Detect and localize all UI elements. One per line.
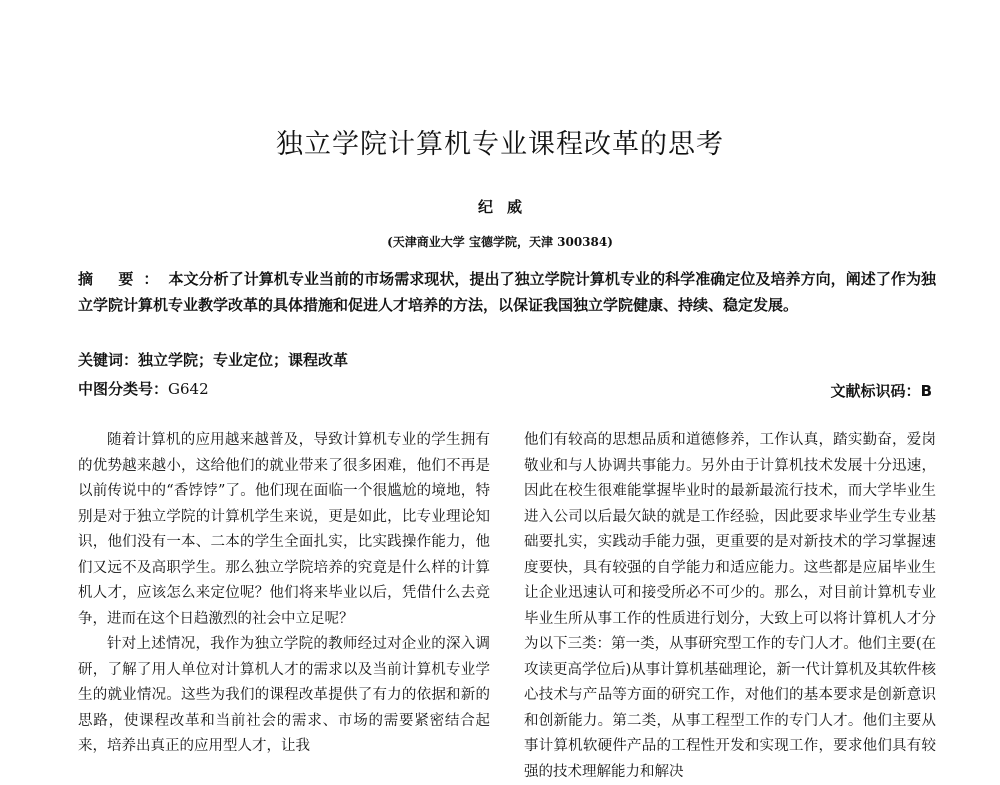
body-paragraph: 他们有较高的思想品质和道德修养，工作认真，踏实勤奋，爱岗敬业和与人协调共事能力。另外由于计算机技术发展十分迅速，因此在校生很难能掌握毕业时的最新最流行技术，而大学毕业生进入公司以后最欠缺的就是工作经验，因此要求毕业学生专业基础要扎实，实践动手能力强，更重要的是对新技术的学习掌握速度要快，具有较强的自学能力和适应能力。这些都是应届毕业生让企业迅速认可和接受所必不可少的。那么，对目前计算机专业毕业生所从事工作的性质进行划分，大致上可以将计算机人才分为以下三类：第一类，从事研究型工作的专门人才。他们主要(在攻读更高学位后)从事计算机基础理论，新一代计算机及其软件核心技术与产品等方面的研究工作，对他们的基本要求是创新意识和创新能力。第二类，从事工程型工作的专门人才。他们主要从事计算机软硬件产品的工程性开发和实现工作，要求他们具有较强的技术理解能力和解决 [524, 432, 936, 780]
classification-value: G642 [168, 380, 209, 398]
keywords-text: 独立学院；专业定位；课程改革 [138, 351, 349, 369]
abstract-label: 摘 要： [78, 270, 169, 288]
abstract [78, 266, 936, 318]
keywords-label: 关键词： [78, 351, 139, 369]
document-code-value: B [920, 382, 932, 400]
keywords [78, 347, 936, 373]
body-paragraph: 随着计算机的应用越来越普及，导致计算机专业的学生拥有的优势越来越小，这给他们的就业带来了很多困难，他们不再是以前传说中的“香饽饽”了。他们现在面临一个很尴尬的境地，特别是对于独立学院的计算机学生来说，更是如此，比专业理论知识，他们没有一本、二本的学生全面扎实，比实践操作能力，他们又远不及高职学生。那么独立学院培养的究竟是什么样的计算机人才，应该怎么来定位呢？他们将来毕业以后，凭借什么去竞争，进而在这个日趋激烈的社会中立足呢？ [78, 432, 490, 627]
document-code [831, 378, 932, 404]
body-column-right [524, 428, 936, 785]
classification-label: 中图分类号： [78, 380, 169, 398]
classification-number [78, 376, 209, 402]
abstract-text: 本文分析了计算机专业当前的市场需求现状，提出了独立学院计算机专业的科学准确定位及培养方向，阐述了作为独立学院计算机专业教学改革的具体措施和促进人才培养的方法，以保证我国独立学院健康、持续、稳定发展。 [78, 270, 936, 314]
paper-title: 独立学院计算机专业课程改革的思考 [276, 129, 724, 160]
body-column-left [78, 428, 490, 760]
author-affiliation: (天津商业大学 宝德学院，天津 300384) [387, 235, 613, 249]
author-name: 纪威 [477, 198, 536, 216]
document-code-label: 文献标识码： [830, 382, 921, 400]
body-paragraph: 针对上述情况，我作为独立学院的教师经过对企业的深入调研，了解了用人单位对计算机人才的需求以及当前计算机专业学生的就业情况。这些为我们的课程改革提供了有力的依据和新的思路，使课程改革和当前社会的需求、市场的需要紧密结合起来，培养出真正的应用型人才，让我 [78, 636, 490, 754]
